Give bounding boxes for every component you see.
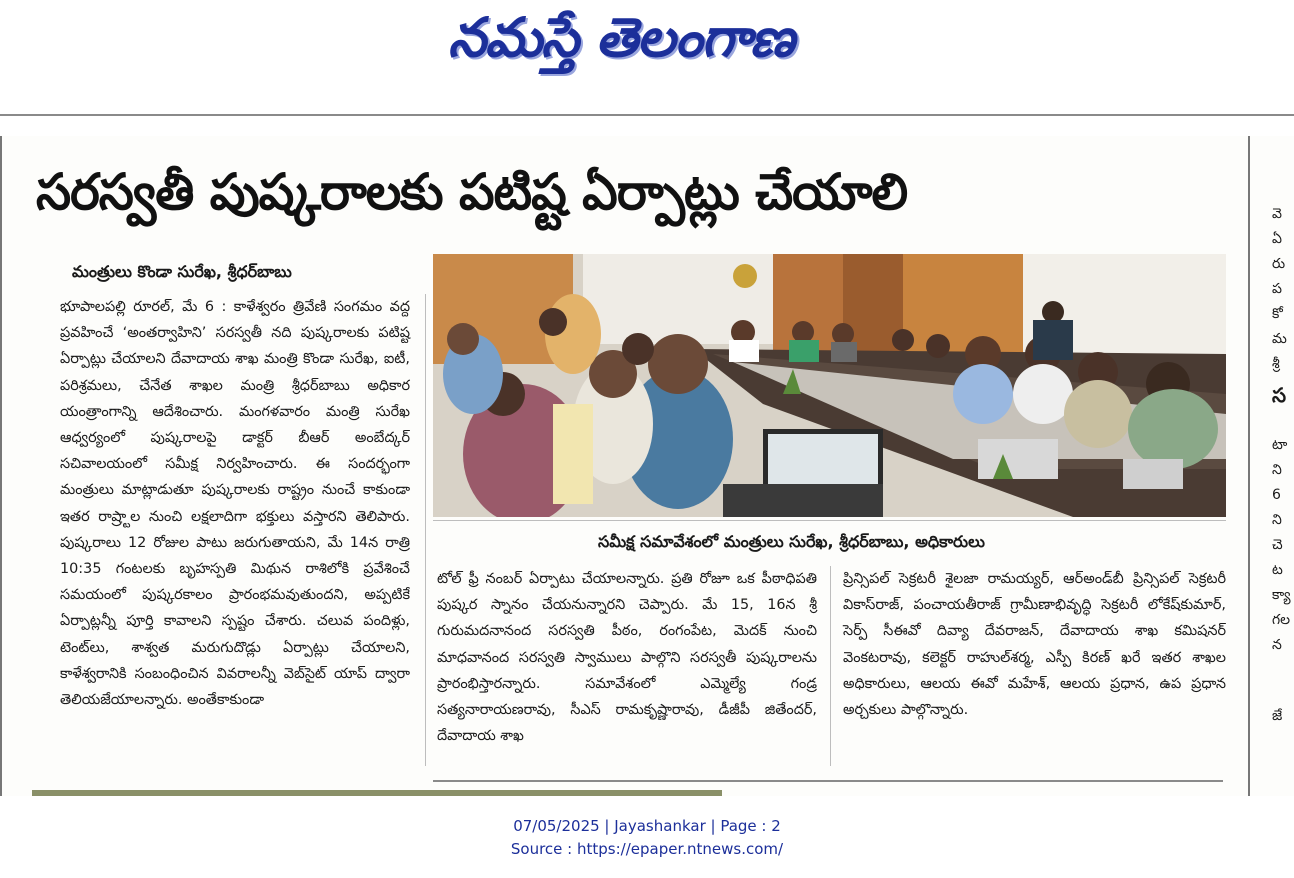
fragment-line: ట xyxy=(1272,562,1283,578)
fragment-line: రు xyxy=(1272,256,1286,272)
adjacent-column-rule xyxy=(1248,136,1250,796)
meeting-photo xyxy=(433,254,1226,517)
fragment-line: 6 xyxy=(1272,487,1281,503)
masthead xyxy=(0,0,1294,115)
fragment-line: కో xyxy=(1272,306,1283,322)
article-bottom-rule xyxy=(433,780,1223,782)
adjacent-article-fragment xyxy=(1272,202,1294,762)
meeting-photo-illustration xyxy=(433,254,1226,517)
fragment-line: న xyxy=(1272,637,1282,653)
fragment-subhead: స xyxy=(1272,383,1287,407)
newspaper-logo: నమస్తే తెలంగాణ xyxy=(448,6,794,69)
fragment-gap xyxy=(1272,658,1294,704)
fragment-line: చె xyxy=(1272,537,1283,553)
fragment-line: జే xyxy=(1272,708,1283,724)
article-column-3: ప్రిన్సిపల్‌ సెక్రటరీ శైలజా రామయ్యర్‌, ఆర్‌అండ్‌బీ ప్రిన్సిపల్‌ సెక్రటరీ వికాస్‌రాజ్‌, పంచాయతీరాజ్‌ గ్రామీణాభివృద్ధి సెక్రటరీ లోకేష్‌కుమార్‌, సెర్ప్‌ సీఈవో దివ్యా దేవరాజన్‌, దేవాదాయ శాఖ కమిషనర్‌ వెంకటరావు, కలెక్టర్‌ రాహుల్‌శర్మ, ఎస్పీ కిరణ్‌ ఖరే ఇతర శాఖల అధికారులు, ఆలయ ఈవో మహేశ్‌, ఆలయ ప్రధాన, ఉప ప్రధాన అర్చకులు పాల్గొన్నారు. xyxy=(843,571,1226,719)
fragment-line: క్యా xyxy=(1272,587,1291,603)
fragment-line: టా xyxy=(1272,437,1288,453)
footer-date-page: 07/05/2025 | Jayashankar | Page : 2 xyxy=(513,817,781,835)
fragment-line: ప xyxy=(1272,281,1282,297)
fragment-line: ఏ xyxy=(1272,231,1282,247)
article-column-2: టోల్‌ ఫ్రీ నంబర్‌ ఏర్పాటు చేయాలన్నారు. ప్రతి రోజూ ఒక పీఠాధిపతి పుష్కర స్నానం చేయనున్నారని చెప్పారు. మే 15, 16న శ్రీ గురుమదనానంద సరస్వతి పీఠం, రంగంపేట, మెదక్‌ నుంచి మాధవానంద సరస్వతి స్వాములు పాల్గొని సరస్వతీ పుష్కరాలను ప్రారంభిస్తారన్నారు. సమావేశంలో ఎమ్మెల్యే గండ్ర సత్యనారాయణరావు, సీఎస్‌ రామకృష్ణారావు, డీజీపీ జితేందర్‌, దేవాదాయ శాఖ xyxy=(437,571,817,745)
footer xyxy=(0,796,1294,878)
clipping-left-edge xyxy=(0,136,2,796)
fragment-line: ని xyxy=(1272,512,1282,528)
column-divider xyxy=(830,566,831,766)
photo-divider xyxy=(433,520,1226,521)
article-column-1: భూపాలపల్లి రూరల్‌, మే 6 : కాళేశ్వరం త్రివేణి సంగమం వద్ద ప్రవహించే ‘అంతర్వాహిని’ సరస్వతీ నది పుష్కరాలకు పటిష్ట ఏర్పాట్లు చేయాలని దేవాదాయ శాఖ మంత్రి కొండా సురేఖ, ఐటీ, పరిశ్రమలు, చేనేత శాఖల మంత్రి శ్రీధర్‌బాబు అధికార యంత్రాంగాన్ని ఆదేశించారు. మంగళవారం మంత్రి సురేఖ ఆధ్వర్యంలో పుష్కరాలపై డాక్టర్‌ బీఆర్‌ అంబేద్కర్‌ సచివాలయంలో సమీక్ష నిర్వహించారు. ఈ సందర్భంగా మంత్రులు మాట్లాడుతూ పుష్కరాలకు రాష్ట్రం నుంచే కాకుండా ఇతర రాష్ర్టాల నుంచి లక్షలాదిగా భక్తులు వస్తారని తెలిపారు. పుష్కరాలు 12 రోజుల పాటు జరుగుతాయని, మే 14న రాత్రి 10:35 గంటలకు బృహస్పతి మిథున రాశిలోకి ప్రవేశించే సమయంలో పుష్కరకాలం ప్రారంభమవుతుందని, అప్పటికే ఏర్పాట్లన్నీ పూర్తి కావాలని స్పష్టం చేశారు. చలువ పందిళ్లు, టెంట్‌లు, శాశ్వత మరుగుదొడ్లు ఏర్పాట్లు చేయాలని, కాళేశ్వరానికి సంబంధించిన వివరాలన్నీ వెబ్‌సైట్‌ యాప్‌ ద్వారా తెలియజేయాలన్నారు. అంతేకాకుండా xyxy=(60,299,410,709)
fragment-line: గల xyxy=(1272,612,1291,628)
masthead-divider xyxy=(0,114,1294,116)
photo-caption: సమీక్ష సమావేశంలో మంత్రులు సురేఖ, శ్రీధర్‌బాబు, అధికారులు xyxy=(598,532,985,551)
article-headline: సరస్వతీ పుష్కరాలకు పటిష్ట ఏర్పాట్లు చేయాలి xyxy=(36,163,908,221)
fragment-line: ని xyxy=(1272,462,1282,478)
fragment-gap xyxy=(1272,413,1294,433)
fragment-line: వె xyxy=(1272,206,1282,222)
footer-source[interactable]: Source : https://epaper.ntnews.com/ xyxy=(510,840,784,858)
fragment-line: మ xyxy=(1272,331,1287,347)
article-byline: మంత్రులు కొండా సురేఖ, శ్రీధర్‌బాబు xyxy=(72,262,292,281)
column-divider xyxy=(425,294,426,766)
fragment-line: శ్రీ xyxy=(1272,356,1280,372)
